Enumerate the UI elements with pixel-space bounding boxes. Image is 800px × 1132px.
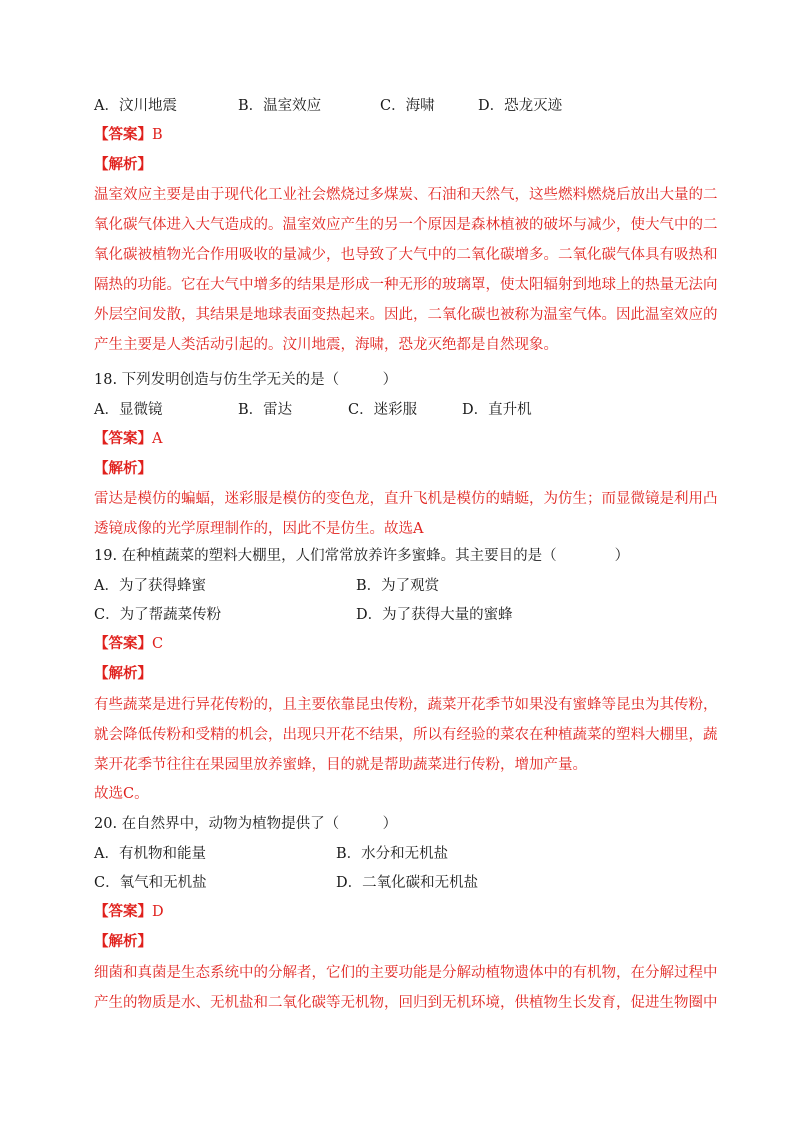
- q17-answer: [94, 125, 163, 145]
- q17-analysis-line: 氧化碳气体进入大气造成的。温室效应产生的另一个原因是森林植被的破坏与减少，使大气中的二: [94, 217, 718, 233]
- q17-answer-label: 【答案】: [94, 126, 152, 143]
- q17-option-c: C．海啸: [380, 98, 435, 114]
- q19-option-b: B．为了观赏: [356, 578, 440, 594]
- q20-answer: [94, 902, 164, 922]
- q18-question: 18. 下列发明创造与仿生学无关的是（ ）: [94, 372, 398, 388]
- q17-analysis-label: 【解析】: [94, 156, 152, 173]
- q18-option-a: A．显微镜: [94, 402, 163, 418]
- q18-answer: [94, 429, 162, 449]
- q19-answer: [94, 634, 163, 654]
- q19-option-c: C．为了帮蔬菜传粉: [94, 607, 222, 623]
- q20-analysis: [94, 958, 718, 1018]
- q19-answer-label: 【答案】: [94, 635, 152, 652]
- q17-answer-value: B: [152, 127, 163, 143]
- q20-answer-value: D: [152, 904, 164, 920]
- q17-analysis-line: 产生主要是人类活动引起的。汶川地震，海啸，恐龙灭绝都是自然现象。: [94, 337, 558, 353]
- q17-analysis-line: 温室效应主要是由于现代化工业社会燃烧过多煤炭、石油和天然气，这些燃料燃烧后放出大量的二: [94, 187, 718, 203]
- q19-analysis-label: 【解析】: [94, 665, 152, 682]
- q17-analysis-line: 外层空间发散，其结果是地球表面变热起来。因此，二氧化碳也被称为温室气体。因此温室效应的: [94, 307, 718, 323]
- q17-option-b: B．温室效应: [238, 98, 322, 114]
- q17-analysis-line: 氧化碳被植物光合作用吸收的量减少，也导致了大气中的二氧化碳增多。二氧化碳气体具有吸热和: [94, 247, 718, 263]
- q20-option-d: D．二氧化碳和无机盐: [336, 875, 479, 891]
- q19-analysis: [94, 690, 718, 780]
- q18-option-d: D．直升机: [462, 402, 532, 418]
- q18-analysis: [94, 484, 718, 544]
- q20-analysis-label: 【解析】: [94, 933, 152, 950]
- q19-analysis-line: 菜开花季节往往在果园里放养蜜蜂，目的就是帮助蔬菜进行传粉，增加产量。: [94, 757, 587, 773]
- q19-answer-value: C: [152, 636, 164, 652]
- q20-analysis-line: 细菌和真菌是生态系统中的分解者，它们的主要功能是分解动植物遗体中的有机物，在分解过程中: [94, 965, 718, 981]
- q18-answer-label: 【答案】: [94, 430, 152, 447]
- q18-analysis-label: 【解析】: [94, 460, 152, 477]
- q17-analysis-line: 隔热的功能。它在大气中增多的结果是形成一种无形的玻璃罩，使太阳辐射到地球上的热量无法向: [94, 277, 718, 293]
- q20-question: 20. 在自然界中，动物为植物提供了（ ）: [94, 816, 398, 832]
- q18-analysis-line: 透镜成像的光学原理制作的，因此不是仿生。故选A: [94, 521, 424, 537]
- q18-answer-value: A: [152, 431, 163, 447]
- q19-question: 19. 在种植蔬菜的塑料大棚里，人们常常放养许多蜜蜂。其主要目的是（ ）: [94, 548, 630, 564]
- q20-option-a: A．有机物和能量: [94, 846, 206, 862]
- q19-analysis-line: 就会降低传粉和受精的机会，出现只开花不结果，所以有经验的菜农在种植蔬菜的塑料大棚里，蔬: [94, 727, 718, 743]
- q18-analysis-line: 雷达是模仿的蝙蝠，迷彩服是模仿的变色龙，直升飞机是模仿的蜻蜓，为仿生；而显微镜是利用凸: [94, 491, 718, 507]
- q19-analysis-line: 有些蔬菜是进行异花传粉的，且主要依靠昆虫传粉，蔬菜开花季节如果没有蜜蜂等昆虫为其传粉，: [94, 697, 718, 713]
- q20-option-b: B．水分和无机盐: [336, 846, 449, 862]
- q19-option-d: D．为了获得大量的蜜蜂: [356, 607, 513, 623]
- q18-option-c: C．迷彩服: [348, 402, 418, 418]
- q19-option-a: A．为了获得蜂蜜: [94, 578, 206, 594]
- q17-option-a: A．汶川地震: [94, 98, 177, 114]
- q17-option-d: D．恐龙灭迹: [478, 98, 563, 114]
- q20-answer-label: 【答案】: [94, 903, 152, 920]
- q20-option-c: C．氧气和无机盐: [94, 875, 207, 891]
- q17-analysis: [94, 180, 718, 360]
- q18-option-b: B．雷达: [238, 402, 293, 418]
- q19-conclusion: 故选C。: [94, 786, 149, 802]
- q20-analysis-line: 产生的物质是水、无机盐和二氧化碳等无机物，回归到无机环境，供植物生长发育，促进生物圈中: [94, 995, 718, 1011]
